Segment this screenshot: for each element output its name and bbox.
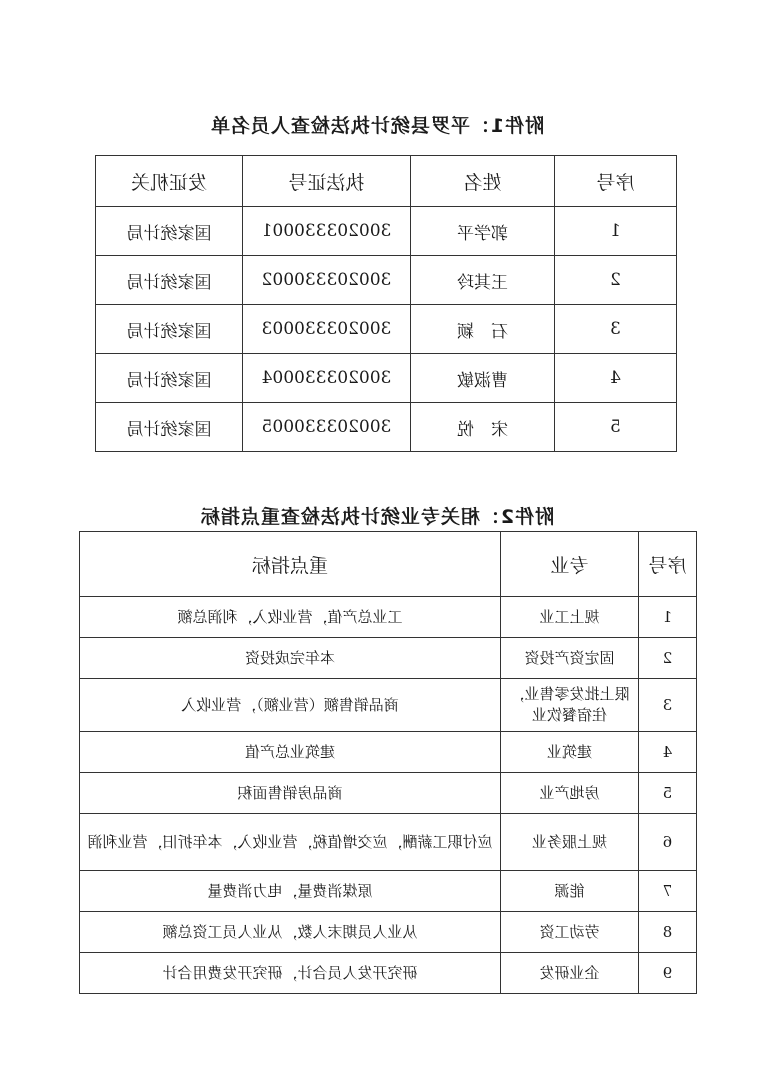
cell-name: 王其玲 <box>411 256 555 305</box>
inspector-table <box>95 155 677 452</box>
cell-major: 房地产业 <box>501 773 639 814</box>
table-row <box>80 953 697 994</box>
table-header-row <box>96 156 677 207</box>
table-row <box>80 679 697 732</box>
cell-name: 宋 悦 <box>411 403 555 452</box>
cell-no: 8 <box>639 912 697 953</box>
cell-no: 2 <box>555 256 677 305</box>
table-row <box>80 871 697 912</box>
table-row <box>96 354 677 403</box>
cell-issuer: 国家统计局 <box>96 354 243 403</box>
cell-indicator: 工业总产值，营业收入，利润总额 <box>80 597 501 638</box>
cell-no: 3 <box>639 679 697 732</box>
attachment1-title: 附件1：平罗县统计执法检查人员名单 <box>209 115 545 137</box>
table-row <box>96 305 677 354</box>
cell-major: 固定资产投资 <box>501 638 639 679</box>
cell-no: 3 <box>555 305 677 354</box>
table-header-row <box>80 532 697 597</box>
table-row <box>96 207 677 256</box>
cell-no: 1 <box>639 597 697 638</box>
header-major: 专业 <box>501 532 639 597</box>
header-issuer: 发证机关 <box>96 156 243 207</box>
cell-cert: 300203330005 <box>243 403 411 452</box>
header-indicator: 重点指标 <box>80 532 501 597</box>
table-row <box>80 638 697 679</box>
cell-cert: 300203330004 <box>243 354 411 403</box>
cell-cert: 300203330003 <box>243 305 411 354</box>
cell-issuer: 国家统计局 <box>96 207 243 256</box>
cell-major: 能源 <box>501 871 639 912</box>
cell-no: 4 <box>639 732 697 773</box>
cell-name: 石 颖 <box>411 305 555 354</box>
cell-indicator: 本年完成投资 <box>80 638 501 679</box>
indicator-table <box>79 531 697 994</box>
cell-cert: 300203330002 <box>243 256 411 305</box>
cell-indicator: 应付职工薪酬，应交增值税，营业收入，本年折旧，营业利润 <box>80 814 501 871</box>
cell-issuer: 国家统计局 <box>96 403 243 452</box>
table-row <box>80 814 697 871</box>
cell-no: 2 <box>639 638 697 679</box>
cell-no: 4 <box>555 354 677 403</box>
table-row <box>80 732 697 773</box>
cell-issuer: 国家统计局 <box>96 256 243 305</box>
cell-major: 规上工业 <box>501 597 639 638</box>
table-row <box>80 912 697 953</box>
cell-no: 5 <box>555 403 677 452</box>
cell-issuer: 国家统计局 <box>96 305 243 354</box>
cell-major: 建筑业 <box>501 732 639 773</box>
cell-indicator: 建筑业总产值 <box>80 732 501 773</box>
cell-indicator: 商品销售额（营业额），营业收入 <box>80 679 501 732</box>
header-name: 姓名 <box>411 156 555 207</box>
cell-no: 6 <box>639 814 697 871</box>
cell-name: 郭学平 <box>411 207 555 256</box>
cell-no: 1 <box>555 207 677 256</box>
table-row <box>96 256 677 305</box>
cell-cert: 300203330001 <box>243 207 411 256</box>
cell-no: 5 <box>639 773 697 814</box>
cell-major: 劳动工资 <box>501 912 639 953</box>
cell-no: 7 <box>639 871 697 912</box>
cell-major: 限上批发零售业，住宿餐饮业 <box>501 679 639 732</box>
table-row <box>80 597 697 638</box>
attachment2-title: 附件2：相关专业统计执法检查重点指标 <box>199 506 555 528</box>
table-row <box>96 403 677 452</box>
header-cert: 执法证号 <box>243 156 411 207</box>
cell-indicator: 从业人员期末人数，从业人员工资总额 <box>80 912 501 953</box>
cell-indicator: 原煤消费量，电力消费量 <box>80 871 501 912</box>
cell-major: 企业研发 <box>501 953 639 994</box>
table-row <box>80 773 697 814</box>
header-no: 序号 <box>555 156 677 207</box>
header-no: 序号 <box>639 532 697 597</box>
cell-major: 规上服务业 <box>501 814 639 871</box>
cell-indicator: 研究开发人员合计，研究开发费用合计 <box>80 953 501 994</box>
cell-indicator: 商品房销售面积 <box>80 773 501 814</box>
cell-name: 曹淑敏 <box>411 354 555 403</box>
cell-no: 9 <box>639 953 697 994</box>
